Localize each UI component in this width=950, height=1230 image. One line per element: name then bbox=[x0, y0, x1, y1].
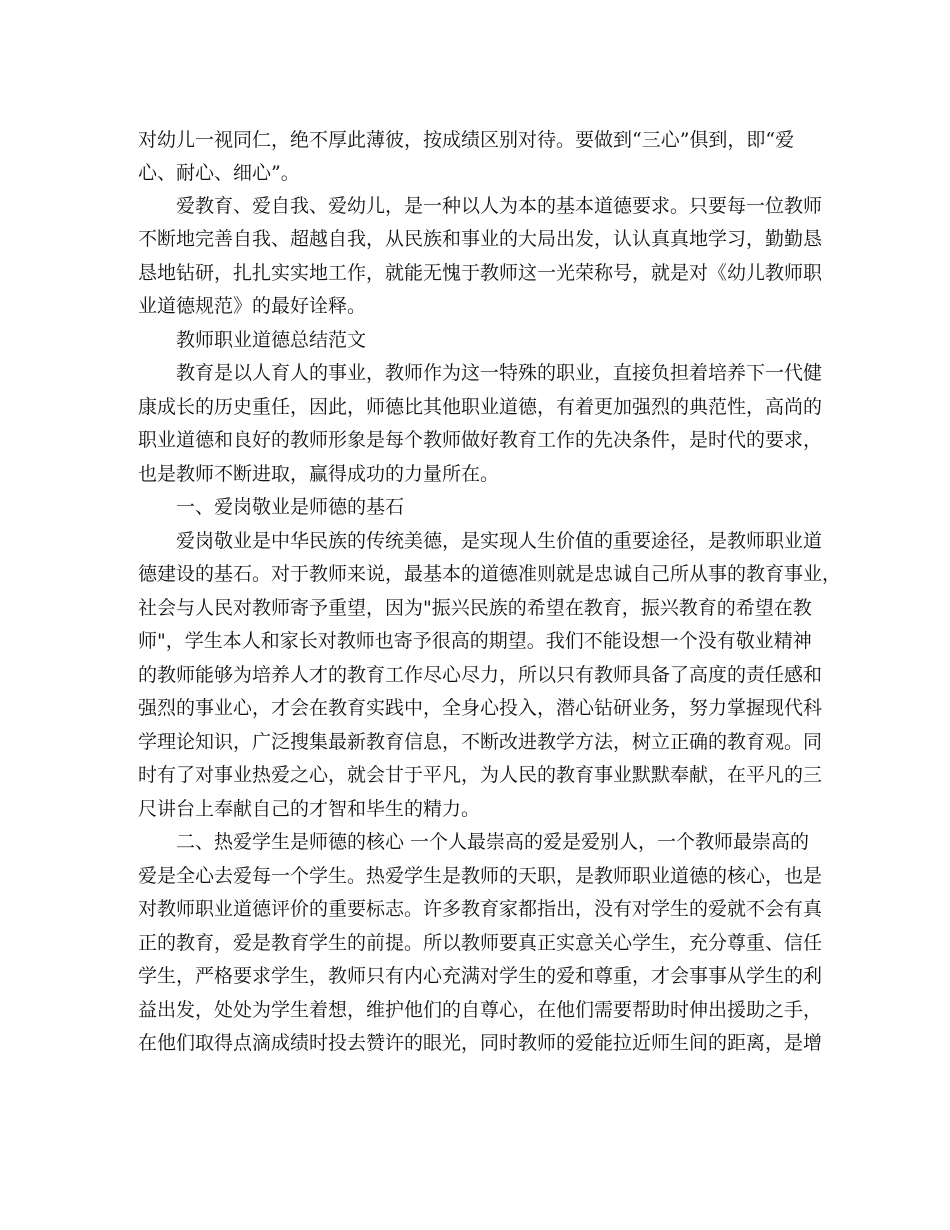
text-line: 尺讲台上奉献自己的才智和毕生的精力。 bbox=[138, 798, 481, 820]
text-line: 时有了对事业热爱之心，就会甘于平凡，为人民的教育事业默默奉献，在平凡的三 bbox=[138, 764, 823, 786]
text-line: 爱教育、爱自我、爱幼儿，是一种以人为本的基本道德要求。只要每一位教师 bbox=[176, 195, 823, 217]
section-heading: 一、爱岗敬业是师德的基石 bbox=[176, 496, 405, 518]
text-line: 强烈的事业心，才会在教育实践中，全身心投入，潜心钻研业务，努力掌握现代科 bbox=[138, 697, 823, 719]
text-line: 爱岗敬业是中华民族的传统美德，是实现人生价值的重要途径，是教师职业道 bbox=[176, 530, 823, 552]
text-line: 职业道德和良好的教师形象是每个教师做好教育工作的先决条件，是时代的要求， bbox=[138, 429, 823, 451]
section-heading: 二、热爱学生是师德的核心 一个人最崇高的爱是爱别人，一个教师最崇高的 bbox=[176, 831, 810, 853]
text-line: 学理论知识，广泛搜集最新教育信息，不断改进教学方法，树立正确的教育观。同 bbox=[138, 731, 823, 753]
section-heading: 教师职业道德总结范文 bbox=[176, 329, 367, 351]
text-line: 德建设的基石。对于教师来说，最基本的道德准则就是忠诚自己所从事的教育事业， bbox=[138, 563, 842, 585]
text-line: 也是教师不断进取，赢得成功的力量所在。 bbox=[138, 463, 500, 485]
text-line: 学生，严格要求学生，教师只有内心充满对学生的爱和尊重，才会事事从学生的利 bbox=[138, 965, 823, 987]
text-line: 的教师能够为培养人才的教育工作尽心尽力，所以只有教师具备了高度的责任感和 bbox=[138, 664, 823, 686]
text-line: 恳地钻研，扎扎实实地工作，就能无愧于教师这一光荣称号，就是对《幼儿教师职 bbox=[138, 262, 823, 284]
text-line: 师"，学生本人和家长对教师也寄予很高的期望。我们不能设想一个没有敬业精神 bbox=[138, 630, 812, 652]
text-line: 心、耐心、细心”。 bbox=[138, 162, 300, 184]
text-line: 正的教育，爱是教育学生的前提。所以教师要真正实意关心学生，充分尊重、信任 bbox=[138, 932, 823, 954]
text-line: 康成长的历史重任，因此，师德比其他职业道德，有着更加强烈的典范性，高尚的 bbox=[138, 396, 823, 418]
text-line: 社会与人民对教师寄予重望，因为"振兴民族的希望在教育，振兴教育的希望在教 bbox=[138, 597, 812, 619]
text-line: 在他们取得点滴成绩时投去赞许的眼光，同时教师的爱能拉近师生间的距离，是增 bbox=[138, 1032, 823, 1054]
text-line: 业道德规范》的最好诠释。 bbox=[138, 295, 367, 317]
text-line: 对幼儿一视同仁，绝不厚此薄彼，按成绩区别对待。要做到“三心”俱到，即“爱 bbox=[138, 129, 795, 151]
text-line: 对教师职业道德评价的重要标志。许多教育家都指出，没有对学生的爱就不会有真 bbox=[138, 898, 823, 920]
text-line: 教育是以人育人的事业，教师作为这一特殊的职业，直接负担着培养下一代健 bbox=[176, 362, 823, 384]
text-line: 益出发，处处为学生着想，维护他们的自尊心，在他们需要帮助时伸出援助之手， bbox=[138, 999, 823, 1021]
text-line: 不断地完善自我、超越自我，从民族和事业的大局出发，认认真真地学习，勤勤恳 bbox=[138, 228, 823, 250]
text-line: 爱是全心去爱每一个学生。热爱学生是教师的天职，是教师职业道德的核心，也是 bbox=[138, 865, 823, 887]
